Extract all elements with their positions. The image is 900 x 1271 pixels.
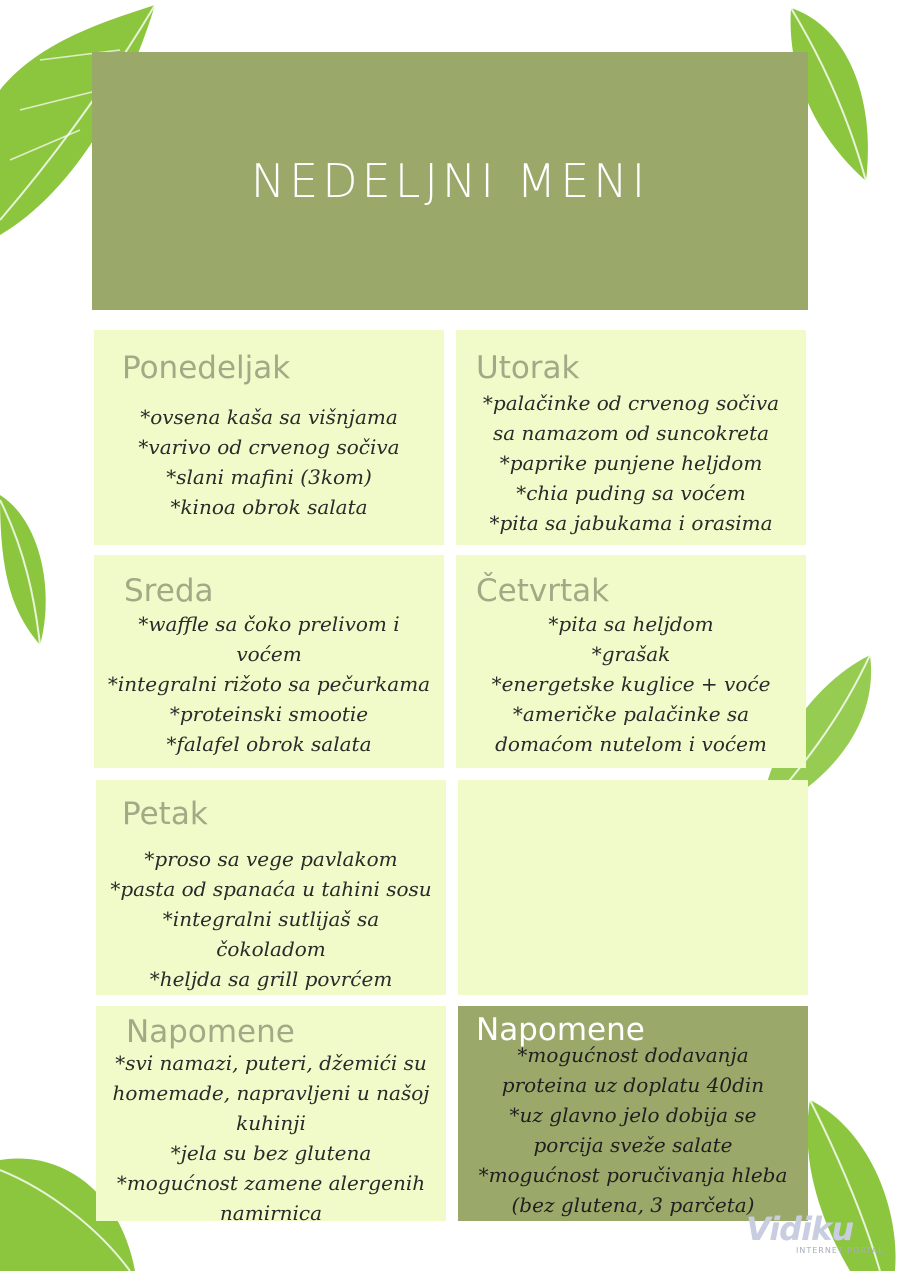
menu-list [456, 609, 806, 759]
day-card-thursday [456, 555, 806, 768]
day-title: Četvrtak [476, 573, 610, 609]
menu-item: *falafel obrok salata [166, 732, 372, 756]
day-title: Petak [122, 796, 208, 832]
notes-list [96, 1048, 446, 1228]
menu-item: *kinoa obrok salata [170, 495, 368, 519]
menu-item: *varivo od crvenog sočiva [138, 435, 400, 459]
menu-item: *integralni sutlijaš sa [162, 907, 380, 931]
note-item: porcija sveže salate [533, 1133, 733, 1157]
menu-item: *ovsena kaša sa višnjama [140, 405, 398, 429]
leaf-decoration-left-middle-icon [0, 490, 50, 650]
notes-title: Napomene [126, 1014, 295, 1050]
menu-item: *proteinski smootie [169, 702, 369, 726]
menu-list [456, 388, 806, 538]
day-title: Ponedeljak [122, 350, 291, 386]
note-item: *uz glavno jelo dobija se [509, 1103, 757, 1127]
menu-item: voćem [236, 642, 302, 666]
note-item: *mogućnost dodavanja [517, 1043, 749, 1067]
menu-item: *palačinke od crvenog sočiva [482, 391, 780, 415]
note-item: (bez glutena, 3 parčeta) [511, 1193, 755, 1217]
menu-item: *heljda sa grill povrćem [149, 967, 393, 991]
day-card-tuesday [456, 330, 806, 545]
menu-item: *paprike punjene heljdom [499, 451, 763, 475]
note-item: *mogućnost zamene alergenih [116, 1171, 426, 1195]
menu-item: čokoladom [216, 937, 326, 961]
menu-item: *pita sa heljdom [548, 612, 714, 636]
note-item: *svi namazi, puteri, džemići su [115, 1051, 427, 1075]
notes-card-left [96, 1006, 446, 1225]
menu-item: *proso sa vege pavlakom [144, 847, 398, 871]
note-item: *jela su bez glutena [170, 1141, 372, 1165]
note-item: homemade, napravljeni u našoj [112, 1081, 430, 1105]
note-item: proteina uz doplatu 40din [501, 1073, 765, 1097]
note-item: namirnica [219, 1201, 323, 1225]
menu-item: domaćom nutelom i voćem [495, 732, 767, 756]
title-banner [92, 52, 808, 310]
notes-list [458, 1040, 808, 1220]
note-item: *mogućnost poručivanja hleba [478, 1163, 788, 1187]
menu-item: *slani mafini (3kom) [166, 465, 372, 489]
watermark-subtitle: INTERNET PORTAL [796, 1246, 884, 1255]
day-title: Utorak [476, 350, 580, 386]
menu-list [94, 402, 444, 522]
notes-title: Napomene [476, 1012, 645, 1048]
menu-item: sa namazom od suncokreta [492, 421, 770, 445]
day-card-friday [96, 780, 446, 995]
empty-card [458, 780, 808, 995]
watermark-logo: Vidiku [746, 1210, 854, 1248]
menu-item: *chia puding sa voćem [516, 481, 746, 505]
menu-item: *waffle sa čoko prelivom i [138, 612, 400, 636]
notes-card-right [458, 1006, 808, 1221]
menu-item: *grašak [591, 642, 671, 666]
day-card-monday [94, 330, 444, 545]
note-item: kuhinji [236, 1111, 306, 1135]
menu-list [94, 609, 444, 759]
menu-item: *pasta od spanaća u tahini sosu [110, 877, 432, 901]
menu-item: *energetske kuglice + voće [491, 672, 771, 696]
day-card-wednesday [94, 555, 444, 768]
page-title: NEDELJNI MENI [250, 154, 650, 208]
menu-list [96, 844, 446, 994]
menu-item: *američke palačinke sa [512, 702, 750, 726]
menu-item: *pita sa jabukama i orasima [489, 511, 773, 535]
day-title: Sreda [124, 573, 214, 609]
menu-item: *integralni rižoto sa pečurkama [107, 672, 431, 696]
